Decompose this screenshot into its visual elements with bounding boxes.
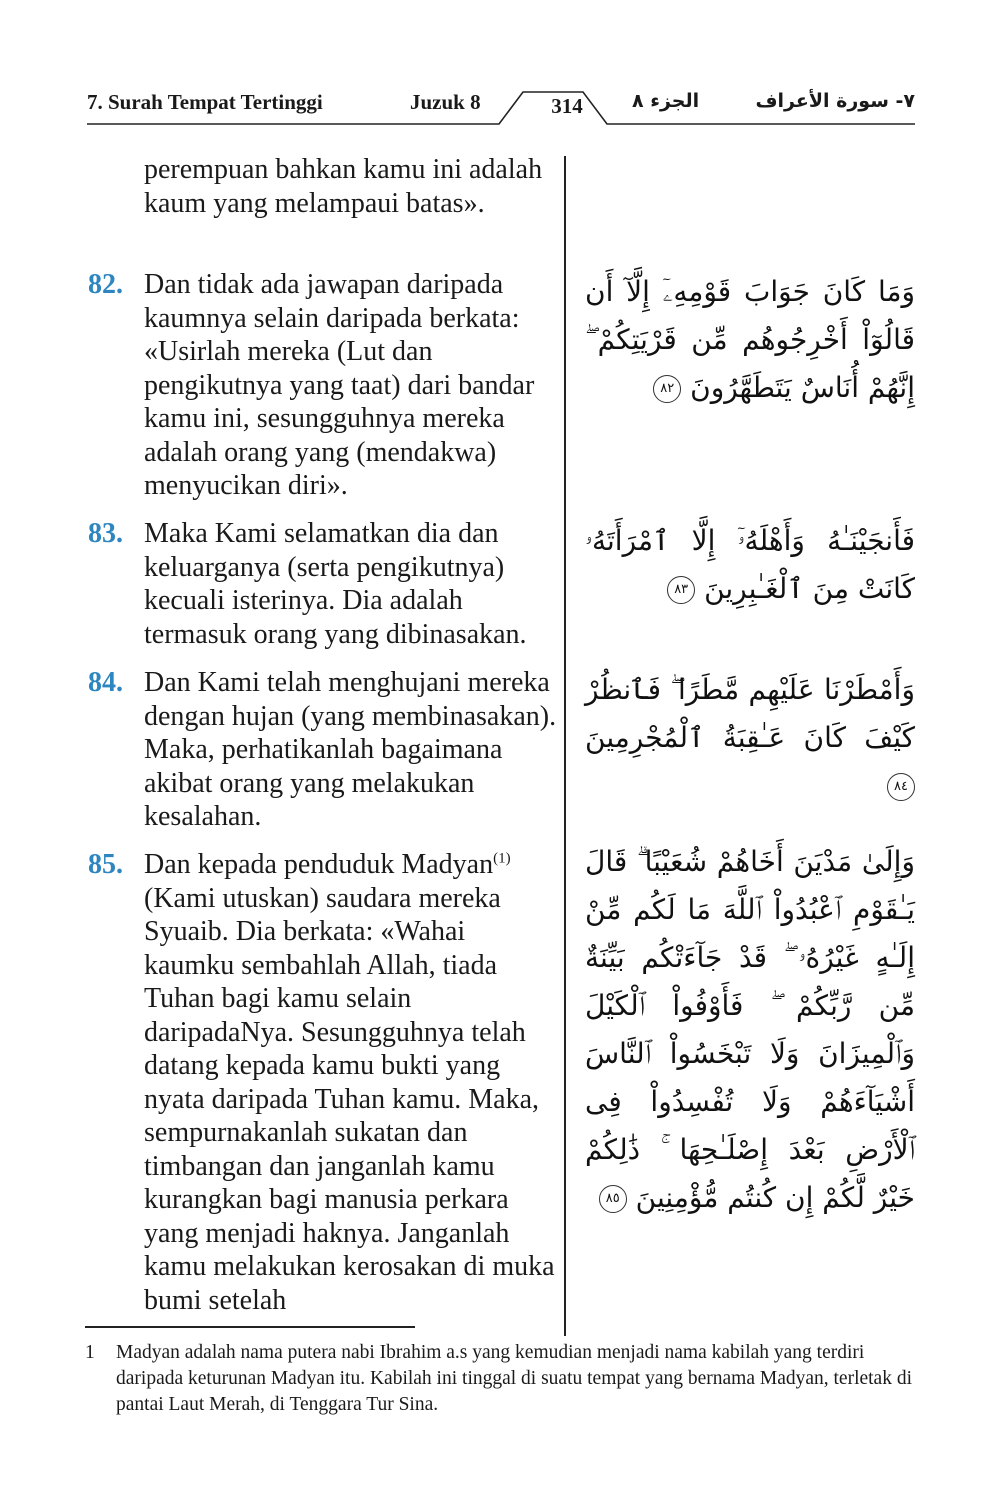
ayah-number-marker: ٨٢ [653, 375, 681, 403]
arabic-verse-text: وَإِلَىٰ مَدْيَنَ أَخَاهُمْ شُعَيْبًا ۗ قَالَ يَـٰقَوْمِ ٱعْبُدُواْ ٱللَّهَ مَا لَكُم مِّنْ إِلَـٰهٍ غَيْرُهُۥ ۖ قَدْ جَآءَتْكُم بَيِّنَةٌ مِّن رَّبِّكُمْ ۖ فَأَوْفُواْ ٱلْكَيْلَ وَٱلْمِيزَانَ وَلَا تَبْخَسُواْ ٱلنَّاسَ أَشْيَآءَهُمْ وَلَا تُفْسِدُواْ فِى ٱلْأَرْضِ بَعْدَ إِصْلَـٰحِهَا ۚ ذَٰلِكُمْ خَيْرٌ لَّكُمْ إِن كُنتُم مُّؤْمِنِينَ [585, 845, 915, 1214]
verse-85 [88, 848, 558, 1317]
surah-title-latin: 7. Surah Tempat Tertinggi [87, 90, 323, 114]
ayah-number-marker: ٨٤ [887, 773, 915, 801]
arabic-verse-82 [585, 268, 915, 412]
column-divider [564, 156, 566, 1336]
footnote-text: Madyan adalah nama putera nabi Ibrahim a.s yang kemudian menjadi nama kabilah yang terdiri daripada keturunan Madyan itu. Kabilah ini tinggal di suatu tempat yang bernama Madyan, terletak di pantai Laut Merah, di Tenggara Tur Sina. [116, 1342, 913, 1415]
surah-title-arabic: ٧- سورة الأعراف [755, 90, 915, 112]
verse-continuation [88, 153, 558, 220]
verse-text-part: Dan kepada penduduk Madyan [144, 849, 494, 880]
verse-number: 85. [88, 849, 123, 880]
verse-text: Maka Kami selamatkan dia dan keluarganya (serta pengikutnya) kecuali isterinya. Dia adalah termasuk orang yang dibinasakan. [144, 518, 527, 650]
verse-83 [88, 517, 558, 651]
arabic-verse-text: فَأَنجَيْنَـٰهُ وَأَهْلَهُۥٓ إِلَّا ٱمْرَأَتَهُۥ كَانَتْ مِنَ ٱلْغَـٰبِرِينَ [585, 524, 915, 605]
arabic-verse-83 [585, 517, 915, 613]
arabic-verse-text: وَأَمْطَرْنَا عَلَيْهِم مَّطَرًا ۖ فَٱنظُرْ كَيْفَ كَانَ عَـٰقِبَةُ ٱلْمُجْرِمِينَ [585, 673, 915, 754]
footnote-number: 1 [85, 1342, 95, 1363]
footnote-separator [85, 1326, 415, 1328]
verse-text: Dan tidak ada jawapan daripada kaumnya selain daripada berkata: «Usirlah mereka (Lut dan pengikutnya yang taat) dari bandar kamu ini, sesungguhnya mereka adalah orang yang (mendakwa) menyucikan diri». [144, 269, 535, 501]
verse-82 [88, 268, 558, 503]
verse-text-part: (Kami utuskan) saudara mereka Syuaib. Dia berkata: «Wahai kaumku sembahlah Allah, tiada Tuhan bagi kamu selain daripadaNya. Sesungguhnya telah datang kepada kamu bukti yang nyata daripada Tuhan kamu. Maka, sempurnakanlah sukatan dan timbangan dan janganlah kamu kurangkan bagi manusia perkara yang menjadi haknya. Janganlah kamu melakukan kerosakan di muka bumi setelah [144, 882, 555, 1316]
arabic-verse-85 [585, 838, 915, 1222]
page-number: 314 [551, 94, 583, 118]
juz-label-arabic: الجزء ٨ [632, 90, 700, 112]
ayah-number-marker: ٨٥ [599, 1185, 627, 1213]
footnote [85, 1340, 915, 1418]
verse-number: 84. [88, 667, 123, 698]
footnote-ref: (1) [493, 850, 511, 867]
juz-label-latin: Juzuk 8 [410, 90, 481, 114]
arabic-verse-84 [585, 666, 915, 810]
verse-text [144, 848, 558, 1317]
ayah-number-marker: ٨٣ [667, 576, 695, 604]
verse-text: Dan Kami telah menghujani mereka dengan hujan (yang membinasakan). Maka, perhatikanlah bagaimana akibat orang yang melakukan kesalahan. [144, 667, 557, 832]
verse-84 [88, 666, 558, 834]
verse-number: 82. [88, 269, 123, 300]
verse-number: 83. [88, 518, 123, 549]
verse-continuation-text: perempuan bahkan kamu ini adalah kaum yang melampaui batas». [144, 154, 543, 219]
arabic-verse-text: وَمَا كَانَ جَوَابَ قَوْمِهِۦٓ إِلَّآ أَن قَالُوٓاْ أَخْرِجُوهُم مِّن قَرْيَتِكُمْ ۖ إِنَّهُمْ أُنَاسٌ يَتَطَهَّرُونَ [585, 275, 915, 404]
page-header [87, 86, 915, 126]
